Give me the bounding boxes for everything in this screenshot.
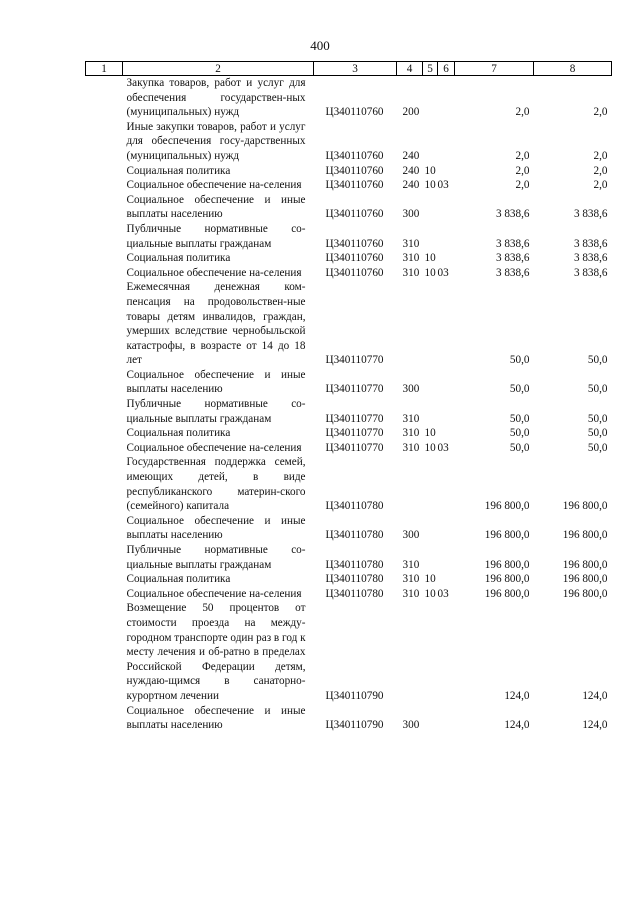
- expense-type: 310: [402, 441, 420, 454]
- column-header: 4: [397, 62, 423, 76]
- row-spacer: [86, 514, 123, 543]
- expense-type: 300: [402, 383, 420, 396]
- row-spacer: [86, 455, 123, 513]
- table-row: [86, 222, 612, 251]
- amount-year-1: 124,0: [504, 689, 530, 702]
- row-name: Социальное обеспечение на-селения: [126, 266, 302, 279]
- table-row: [86, 455, 612, 513]
- amount-year-1: 50,0: [509, 354, 530, 367]
- amount-year-2: 50,0: [587, 412, 608, 425]
- expense-type: 310: [402, 427, 420, 440]
- amount-year-2: 50,0: [587, 441, 608, 454]
- row-name: Социальная политика: [126, 427, 231, 440]
- row-name: Социальная политика: [126, 164, 231, 177]
- expense-type: 310: [402, 252, 420, 265]
- target-code: Ц340110770: [325, 441, 384, 454]
- target-code: Ц340110780: [325, 529, 384, 542]
- subsection-code: [438, 455, 455, 513]
- amount-year-2: 2,0: [593, 149, 608, 162]
- target-code: Ц340110770: [325, 383, 384, 396]
- target-code: Ц340110760: [325, 179, 384, 192]
- table-row: [86, 572, 612, 587]
- amount-year-1: 196 800,0: [484, 500, 530, 513]
- row-name: Социальное обеспечение на-селения: [126, 587, 302, 600]
- table-row: [86, 587, 612, 602]
- expense-type: 300: [402, 719, 420, 732]
- subsection-code: 03: [437, 441, 449, 454]
- table-row: [86, 704, 612, 733]
- column-header: 2: [123, 62, 314, 76]
- table-row: [86, 543, 612, 572]
- section-code: [423, 120, 438, 164]
- row-spacer: [86, 704, 123, 733]
- subsection-code: [438, 251, 455, 266]
- column-header: 7: [455, 62, 534, 76]
- table-row: [86, 76, 612, 120]
- column-header: 8: [534, 62, 612, 76]
- subsection-code: 03: [437, 179, 449, 192]
- row-name: Публичные нормативные со-циальные выплаты гражданам: [126, 398, 306, 425]
- subsection-code: [438, 120, 455, 164]
- amount-year-2: 3 838,6: [573, 266, 608, 279]
- row-spacer: [86, 587, 123, 602]
- expense-type: 310: [402, 573, 420, 586]
- amount-year-2: 2,0: [593, 179, 608, 192]
- row-spacer: [86, 178, 123, 193]
- row-spacer: [86, 572, 123, 587]
- subsection-code: 03: [437, 266, 449, 279]
- subsection-code: 03: [437, 587, 449, 600]
- section-code: [423, 543, 438, 572]
- column-header: 1: [86, 62, 123, 76]
- amount-year-2: 50,0: [587, 354, 608, 367]
- table-row: [86, 397, 612, 426]
- row-spacer: [86, 222, 123, 251]
- target-code: Ц340110770: [325, 354, 384, 367]
- row-spacer: [86, 397, 123, 426]
- expense-type: 300: [402, 208, 420, 221]
- amount-year-1: 3 838,6: [495, 237, 530, 250]
- section-code: [423, 601, 438, 703]
- subsection-code: [438, 704, 455, 733]
- table-row: [86, 193, 612, 222]
- subsection-code: [438, 572, 455, 587]
- row-spacer: [86, 426, 123, 441]
- section-code: [423, 368, 438, 397]
- row-name: Социальное обеспечение и иные выплаты населению: [126, 704, 306, 732]
- expense-type: [397, 601, 423, 703]
- amount-year-1: 196 800,0: [484, 529, 530, 542]
- amount-year-1: 50,0: [509, 412, 530, 425]
- amount-year-2: 196 800,0: [562, 573, 608, 586]
- section-code: [423, 222, 438, 251]
- target-code: Ц340110780: [325, 587, 384, 600]
- target-code: Ц340110760: [325, 266, 384, 279]
- amount-year-2: 196 800,0: [562, 558, 608, 571]
- row-spacer: [86, 543, 123, 572]
- column-header: 5: [423, 62, 438, 76]
- row-spacer: [86, 120, 123, 164]
- subsection-code: [438, 280, 455, 368]
- amount-year-1: 2,0: [515, 164, 530, 177]
- target-code: Ц340110790: [325, 689, 384, 702]
- row-spacer: [86, 251, 123, 266]
- section-code: 10: [424, 573, 436, 586]
- table-row: [86, 251, 612, 266]
- section-code: 10: [424, 164, 436, 177]
- subsection-code: [438, 397, 455, 426]
- amount-year-1: 196 800,0: [484, 587, 530, 600]
- target-code: Ц340110790: [325, 719, 384, 732]
- section-code: [423, 76, 438, 120]
- row-name: Социальное обеспечение и иные выплаты населению: [126, 514, 306, 542]
- section-code: 10: [424, 179, 436, 192]
- target-code: Ц340110780: [325, 500, 384, 513]
- target-code: Ц340110780: [325, 573, 384, 586]
- amount-year-2: 124,0: [582, 719, 608, 732]
- row-spacer: [86, 368, 123, 397]
- row-spacer: [86, 266, 123, 281]
- target-code: Ц340110770: [325, 412, 384, 425]
- target-code: Ц340110760: [325, 208, 384, 221]
- amount-year-1: 2,0: [515, 106, 530, 119]
- expense-type: 200: [402, 106, 420, 119]
- target-code: Ц340110760: [325, 106, 384, 119]
- row-name: Публичные нормативные со-циальные выплаты гражданам: [126, 544, 306, 571]
- amount-year-2: 3 838,6: [573, 237, 608, 250]
- target-code: Ц340110780: [325, 558, 384, 571]
- section-code: 10: [424, 587, 436, 600]
- amount-year-2: 124,0: [582, 689, 608, 702]
- row-spacer: [86, 601, 123, 703]
- subsection-code: [438, 426, 455, 441]
- amount-year-1: 2,0: [515, 179, 530, 192]
- section-code: [423, 514, 438, 543]
- target-code: Ц340110770: [325, 427, 384, 440]
- column-header: 6: [438, 62, 455, 76]
- table-row: [86, 120, 612, 164]
- amount-year-2: 2,0: [593, 106, 608, 119]
- row-name: Социальное обеспечение и иные выплаты населению: [126, 193, 306, 221]
- amount-year-1: 196 800,0: [484, 558, 530, 571]
- row-spacer: [86, 164, 123, 179]
- amount-year-1: 3 838,6: [495, 266, 530, 279]
- table-row: [86, 164, 612, 179]
- amount-year-2: 50,0: [587, 383, 608, 396]
- expense-type: 300: [402, 529, 420, 542]
- subsection-code: [438, 76, 455, 120]
- table-row: [86, 280, 612, 368]
- amount-year-2: 3 838,6: [573, 252, 608, 265]
- table-row: [86, 426, 612, 441]
- subsection-code: [438, 222, 455, 251]
- table-row: [86, 178, 612, 193]
- table-row: [86, 368, 612, 397]
- subsection-code: [438, 543, 455, 572]
- budget-table: [85, 61, 612, 733]
- table-row: [86, 601, 612, 703]
- target-code: Ц340110760: [325, 149, 384, 162]
- amount-year-1: 196 800,0: [484, 573, 530, 586]
- amount-year-1: 50,0: [509, 427, 530, 440]
- row-name: Публичные нормативные со-циальные выплаты гражданам: [126, 222, 306, 250]
- table-row: [86, 441, 612, 456]
- row-name: Социальная политика: [126, 573, 231, 586]
- expense-type: 310: [402, 266, 420, 279]
- amount-year-1: 3 838,6: [495, 208, 530, 221]
- target-code: Ц340110760: [325, 237, 384, 250]
- subsection-code: [438, 514, 455, 543]
- row-name: Закупка товаров, работ и услуг для обеспечения государствен-ных (муниципальных) нужд: [126, 77, 306, 119]
- target-code: Ц340110760: [325, 252, 384, 265]
- expense-type: 240: [402, 149, 420, 162]
- expense-type: 310: [402, 237, 420, 250]
- table-row: [86, 514, 612, 543]
- row-spacer: [86, 441, 123, 456]
- amount-year-1: 2,0: [515, 149, 530, 162]
- section-code: [423, 193, 438, 222]
- row-name: Иные закупки товаров, работ и услуг для обеспечения госу-дарственных (муниципальных) нужд: [126, 120, 306, 162]
- amount-year-2: 196 800,0: [562, 500, 608, 513]
- row-name: Социальное обеспечение на-селения: [126, 441, 302, 454]
- expense-type: 240: [402, 179, 420, 192]
- amount-year-1: 50,0: [509, 441, 530, 454]
- row-name: Социальное обеспечение на-селения: [126, 179, 302, 192]
- subsection-code: [438, 164, 455, 179]
- row-name: Возмещение 50 процентов от стоимости проезда на между-городном транспорте один раз в год к месту лечения и об-ратно в пределах Российской Федерации детям, нуждаю-щимся в санаторно-курортном лечении: [126, 602, 306, 702]
- section-code: [423, 280, 438, 368]
- row-name: Государственная поддержка семей, имеющих детей, в виде республиканского материн-ского (семейного) капитала: [126, 456, 306, 513]
- section-code: 10: [424, 266, 436, 279]
- table-header-row: [86, 62, 612, 76]
- subsection-code: [438, 601, 455, 703]
- section-code: [423, 704, 438, 733]
- amount-year-2: 196 800,0: [562, 529, 608, 542]
- subsection-code: [438, 368, 455, 397]
- section-code: 10: [424, 427, 436, 440]
- amount-year-1: 124,0: [504, 719, 530, 732]
- row-name: Ежемесячная денежная ком-пенсация на продовольствен-ные товары детям инвалидов, граждан, умерших вследствие чернобыльской катастрофы, в возрасте от 14 до 18 лет: [126, 281, 306, 367]
- subsection-code: [438, 193, 455, 222]
- expense-type: 240: [402, 164, 420, 177]
- expense-type: [397, 280, 423, 368]
- section-code: [423, 455, 438, 513]
- row-spacer: [86, 193, 123, 222]
- section-code: 10: [424, 441, 436, 454]
- amount-year-1: 3 838,6: [495, 252, 530, 265]
- amount-year-2: 196 800,0: [562, 587, 608, 600]
- section-code: [423, 397, 438, 426]
- expense-type: 310: [402, 412, 420, 425]
- row-spacer: [86, 76, 123, 120]
- amount-year-1: 50,0: [509, 383, 530, 396]
- row-spacer: [86, 280, 123, 368]
- expense-type: 310: [402, 587, 420, 600]
- amount-year-2: 3 838,6: [573, 208, 608, 221]
- section-code: 10: [424, 252, 436, 265]
- row-name: Социальная политика: [126, 252, 231, 265]
- page-number: 400: [310, 38, 330, 53]
- expense-type: 310: [402, 558, 420, 571]
- expense-type: [397, 455, 423, 513]
- target-code: Ц340110760: [325, 164, 384, 177]
- column-header: 3: [314, 62, 397, 76]
- row-name: Социальное обеспечение и иные выплаты населению: [126, 368, 306, 396]
- table-row: [86, 266, 612, 281]
- amount-year-2: 2,0: [593, 164, 608, 177]
- amount-year-2: 50,0: [587, 427, 608, 440]
